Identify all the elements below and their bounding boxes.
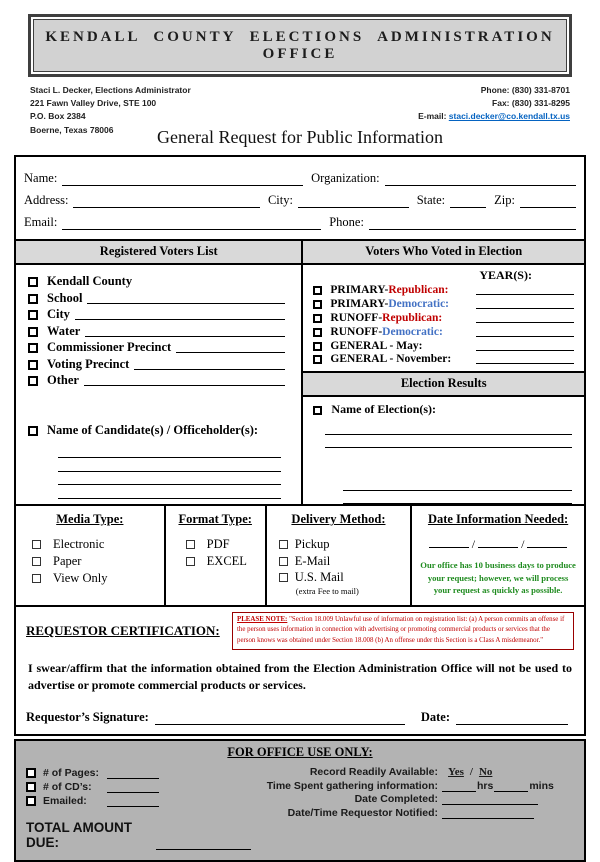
requestor-notified-line[interactable] [442, 808, 534, 819]
requestor-notified-row [251, 805, 574, 819]
media-option-label: Paper [53, 554, 82, 569]
media-option-label: View Only [53, 571, 108, 586]
media-option-view-only [22, 570, 158, 587]
zip-label: Zip: [494, 192, 515, 207]
checkbox-icon[interactable] [28, 376, 38, 386]
delivery-option-label: U.S. Mail [294, 570, 344, 585]
name-label: Name: [24, 170, 58, 185]
mail-fee-note: (extra Fee to mail) [295, 585, 359, 596]
delivery-method-header: Delivery Method: [291, 512, 386, 527]
checkbox-icon[interactable] [279, 540, 288, 549]
election-label: PRIMARY- [330, 298, 389, 311]
date-slash: / [471, 537, 476, 552]
checkbox-icon[interactable] [26, 782, 36, 792]
format-type-column [164, 506, 265, 604]
email-line [418, 110, 570, 123]
cds-field-line[interactable] [107, 782, 159, 793]
emailed-field-line[interactable] [107, 796, 159, 807]
rv-item-label: Kendall County [47, 274, 133, 289]
election-row-general-november [311, 352, 574, 366]
checkbox-icon[interactable] [313, 355, 322, 364]
election-label: RUNOFF- [330, 312, 383, 325]
rv-item-city [26, 306, 285, 323]
media-option-label: Electronic [53, 537, 105, 552]
checkbox-icon[interactable] [28, 310, 38, 320]
request-form-table [14, 155, 586, 736]
rv-item-commissioner-precinct [26, 339, 285, 356]
delivery-option-pickup [273, 536, 404, 553]
certification-header: REQUESTOR CERTIFICATION: [26, 622, 220, 638]
state-label: State: [416, 192, 446, 207]
header-banner [28, 14, 572, 77]
checkbox-icon[interactable] [279, 557, 288, 566]
format-option-pdf [172, 536, 259, 553]
checkbox-icon[interactable] [313, 406, 322, 415]
checkbox-icon[interactable] [28, 327, 38, 337]
candidate-names-lines [58, 445, 285, 499]
fax-line: Fax: (830) 331-8295 [492, 98, 570, 109]
time-spent-row [251, 778, 574, 792]
street-address: 221 Fawn Valley Drive, STE 100 [30, 98, 157, 109]
hrs-unit: hrs [477, 779, 494, 792]
commissioner-precinct-field-line[interactable] [176, 338, 285, 353]
rv-item-other [26, 372, 285, 389]
checkbox-icon[interactable] [313, 342, 322, 351]
election-name-line[interactable] [325, 422, 572, 435]
registered-voters-header: Registered Voters List [16, 241, 301, 265]
signature-field-line[interactable] [155, 710, 405, 725]
checkbox-icon[interactable] [26, 768, 36, 778]
date-label: Date: [420, 709, 450, 724]
rv-item-label: Other [47, 373, 79, 388]
please-note-label: PLEASE NOTE: [237, 615, 288, 623]
election-results-body [303, 397, 584, 504]
administrator-name: Staci L. Decker, Elections Administrator [30, 85, 191, 95]
year-field-line[interactable] [476, 308, 574, 323]
checkbox-icon[interactable] [279, 573, 288, 582]
page-title: General Request for Public Information [157, 126, 443, 147]
checkbox-icon[interactable] [313, 286, 322, 295]
rv-item-label: City [47, 307, 70, 322]
name-org-row [24, 164, 576, 186]
candidate-names-label: Name of Candidate(s) / Officeholder(s): [47, 422, 259, 437]
total-amount-row [26, 820, 251, 850]
email-field-label: Email: [24, 214, 58, 229]
delivery-option-label: E-Mail [294, 553, 331, 568]
zip-field-line[interactable] [520, 193, 576, 208]
checkbox-icon[interactable] [28, 426, 38, 436]
rv-item-label: Voting Precinct [47, 356, 130, 371]
water-field-line[interactable] [85, 322, 285, 337]
media-option-paper [22, 553, 158, 570]
date-needed-column [410, 506, 584, 604]
checkbox-icon[interactable] [26, 796, 36, 806]
other-field-line[interactable] [84, 371, 285, 386]
date-completed-line[interactable] [442, 794, 538, 805]
yes-option[interactable]: Yes [448, 766, 464, 779]
format-type-header: Format Type: [178, 512, 252, 527]
checkbox-icon[interactable] [313, 328, 322, 337]
minutes-field-line[interactable] [494, 781, 528, 792]
rv-item-label: Water [47, 323, 81, 338]
checkbox-icon[interactable] [186, 540, 195, 549]
po-box: P.O. Box 2384 [30, 111, 86, 122]
delivery-option-email [273, 553, 404, 570]
phone-label: Phone: [329, 214, 364, 229]
rv-item-school [26, 289, 285, 306]
affirmation-statement: I swear/affirm that the information obtained from the Election Administration Office will not be used to advertise or promote commercial products or services. [28, 660, 572, 693]
date-month-line[interactable] [429, 536, 469, 548]
checkbox-icon[interactable] [186, 557, 195, 566]
election-results-header: Election Results [303, 371, 584, 397]
name-field-line[interactable] [62, 171, 303, 186]
checkbox-icon[interactable] [32, 557, 41, 566]
date-field-line[interactable] [456, 710, 568, 725]
city-list-field-line[interactable] [75, 305, 285, 320]
total-amount-label: TOTAL AMOUNT DUE: [26, 819, 132, 850]
office-use-left [26, 765, 251, 850]
office-use-header: FOR OFFICE USE ONLY: [227, 744, 373, 759]
signature-label: Requestor’s Signature: [26, 709, 149, 724]
email-link[interactable]: staci.decker@co.kendall.tx.us [448, 111, 570, 122]
city-field-line[interactable] [298, 193, 409, 208]
office-name-title: KENDALL COUNTY ELECTIONS ADMINISTRATION OFFICE [45, 29, 555, 62]
rv-item-label: Commissioner Precinct [47, 340, 172, 355]
date-day-line[interactable] [478, 536, 518, 548]
office-item-pages [26, 765, 251, 779]
rv-item-label: School [47, 290, 83, 305]
delivery-option-us-mail [273, 569, 404, 586]
candidate-line[interactable] [58, 445, 281, 459]
election-label: GENERAL - November: [330, 353, 452, 366]
election-name-item [311, 401, 572, 417]
processing-time-note: Our office has 10 business days to produce your request; however, we will process your request as quickly as possible. [420, 560, 576, 596]
legal-note-text: "Section 18.009 Unlawful use of information on registration list: (a) A person commits an offense if the person uses information in connection with advertising or promoting commercial products or services that the person knows was obtained under Section 18.008 (b) An offense under this Section is a Class A misdemeanor." [237, 615, 565, 644]
organization-field-line[interactable] [385, 171, 576, 186]
election-name-line[interactable] [325, 435, 572, 448]
candidate-line[interactable] [58, 472, 281, 486]
election-name-line[interactable] [343, 491, 572, 504]
years-label: YEAR(S): [479, 267, 532, 282]
rv-item-kendall-county [26, 273, 285, 290]
pages-field-line[interactable] [107, 768, 159, 779]
year-field-line[interactable] [476, 322, 574, 337]
checkbox-icon[interactable] [28, 277, 38, 287]
media-type-column [16, 506, 164, 604]
candidate-line[interactable] [58, 458, 281, 472]
rv-item-voting-precinct [26, 355, 285, 372]
date-slash: / [521, 537, 525, 552]
election-name-label: Name of Election(s): [331, 402, 437, 417]
no-option[interactable]: No [478, 766, 493, 779]
checkbox-icon[interactable] [32, 574, 41, 583]
options-section [16, 504, 584, 604]
school-field-line[interactable] [87, 289, 285, 304]
checkbox-icon[interactable] [32, 540, 41, 549]
signature-row [26, 710, 574, 725]
time-spent-label: Time Spent gathering information: [266, 779, 438, 792]
lists-section [16, 239, 584, 505]
record-available-label: Record Readily Available: [309, 766, 438, 779]
address-label: Address: [24, 192, 69, 207]
phone-field-line[interactable] [369, 215, 576, 230]
format-option-excel [172, 553, 259, 570]
pages-label: # of Pages: [43, 766, 100, 779]
checkbox-icon[interactable] [28, 343, 38, 353]
date-needed-fields [418, 536, 578, 552]
certification-section [16, 605, 584, 734]
date-completed-row [251, 792, 574, 806]
office-item-emailed [26, 793, 251, 807]
address-row [24, 186, 576, 208]
city-label: City: [267, 192, 293, 207]
delivery-method-column [265, 506, 410, 604]
total-amount-line[interactable] [156, 837, 250, 850]
record-available-row [251, 765, 574, 779]
year-field-line[interactable] [476, 280, 574, 295]
registered-voters-column [16, 241, 303, 505]
party-label-democratic: Democratic: [382, 325, 443, 338]
city-state-zip: Boerne, Texas 78006 [30, 124, 114, 135]
checkbox-icon[interactable] [313, 300, 322, 309]
state-field-line[interactable] [450, 193, 486, 208]
organization-label: Organization: [311, 170, 380, 185]
candidate-names-item [26, 421, 285, 438]
year-field-line[interactable] [476, 294, 574, 309]
election-label: GENERAL - May: [330, 339, 423, 352]
media-option-electronic [22, 536, 158, 553]
office-use-right [251, 765, 574, 850]
candidate-line[interactable] [58, 485, 281, 499]
mins-unit: mins [529, 779, 554, 792]
hours-field-line[interactable] [442, 781, 476, 792]
party-label-democratic: Democratic: [388, 298, 450, 311]
party-label-republican: Republican: [382, 312, 443, 325]
office-use-section [14, 739, 586, 862]
contact-section [16, 157, 584, 239]
cds-label: # of CD’s: [43, 780, 92, 793]
voted-election-column [303, 241, 584, 505]
election-label: RUNOFF- [330, 325, 383, 338]
delivery-option-label: Pickup [294, 537, 330, 552]
email-phone-row [24, 208, 576, 230]
date-year-line[interactable] [527, 536, 567, 548]
checkbox-icon[interactable] [28, 294, 38, 304]
office-item-cds [26, 779, 251, 793]
checkbox-icon[interactable] [28, 360, 38, 370]
yes-no-separator: / [469, 766, 473, 779]
email-field-line[interactable] [62, 215, 321, 230]
format-option-label: EXCEL [206, 554, 247, 569]
election-name-line[interactable] [343, 478, 572, 491]
party-label-republican: Republican: [388, 284, 449, 297]
requestor-notified-label: Date/Time Requestor Notified: [287, 807, 438, 820]
media-type-header: Media Type: [56, 512, 124, 527]
voted-election-header: Voters Who Voted in Election [303, 241, 584, 265]
voting-precinct-field-line[interactable] [134, 355, 285, 370]
phone-line: Phone: (830) 331-8701 [480, 85, 570, 95]
election-label: PRIMARY- [330, 284, 389, 297]
date-completed-label: Date Completed: [354, 793, 438, 806]
date-needed-header: Date Information Needed: [427, 512, 569, 527]
emailed-label: Emailed: [43, 794, 87, 807]
legal-note-box [232, 612, 574, 650]
format-option-label: PDF [206, 537, 230, 552]
email-label: E-mail: [418, 111, 447, 122]
address-field-line[interactable] [73, 193, 259, 208]
rv-item-water [26, 322, 285, 339]
year-field-line[interactable] [476, 349, 574, 364]
checkbox-icon[interactable] [313, 314, 322, 323]
year-field-line[interactable] [476, 336, 574, 351]
